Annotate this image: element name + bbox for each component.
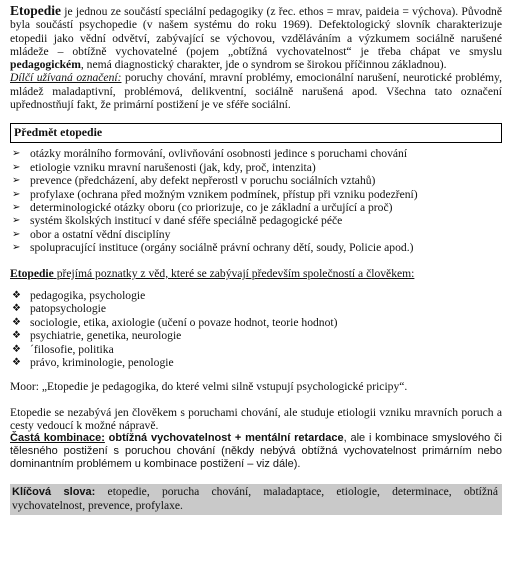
list-item: ❖ pedagogika, psychologie [12,288,146,302]
list-item: ❖ psychiatrie, genetika, neurologie [12,329,182,343]
list-item: ❖ ´filosofie, politika [12,342,114,356]
document-page [10,0,502,515]
diamond-bullet-icon: ❖ [12,303,21,315]
keywords-label: Klíčová slova: [12,486,96,499]
list-item: ➢ etiologie vzniku mravní narušenosti (jak, kdy, proč, intenzita) [12,160,316,174]
diamond-bullet-icon: ❖ [12,316,21,328]
list-item: ❖ patopsychologie [12,302,106,316]
arrow-bullet-icon: ➢ [12,175,21,187]
diamond-bullet-icon: ❖ [12,356,21,368]
intro-text-end: , nemá diagnostický charakter, jde o syndrom se širokou příčinnou základnou). [80,58,447,72]
quote-paragraph: Moor: „Etopedie je pedagogika, do které velmi silně vstupují psychologické pricipy“. [10,380,408,394]
list-item: ➢ spolupracující instituce (orgány sociálně právní ochrany dětí, soudy, Policie apod.) [12,241,414,255]
sources-list [10,289,502,369]
intro-text: je jednou ze součástí speciální pedagogiky (z řec. ethos = mrav, paideia = výchova). Původně byla součástí psychopedie (v našem systému do roku 1969). Defektologický slovník charakterizuje etopedii jako vědní odvětví, zabývající se výchovou, vzděláváním a výzkumem sociálně narušené mládeže – obtížně vychovatelné (pojem „obtížná vychovatelnost“ je třeba chápat ve smyslu [10,5,502,58]
sources-text: přejímá poznatky z věd, které se zabývají především společností a člověkem: [53,266,415,280]
note-paragraph: Etopedie se nezabývá jen člověkem s poruchami chování, ale studuje etiologii vzniku mravních poruch a cesty vedoucí k možné nápravě. [10,405,502,432]
combination-label: Častá kombinace: [10,432,105,445]
subject-heading: Předmět etopedie [10,123,502,143]
arrow-bullet-icon: ➢ [12,188,21,200]
arrow-bullet-icon: ➢ [12,215,21,227]
term-etopedie: Etopedie [10,3,62,18]
list-item: ➢ obor a ostatní vědní disciplíny [12,227,171,241]
arrow-bullet-icon: ➢ [12,228,21,240]
diamond-bullet-icon: ❖ [12,343,21,355]
combination-rest: , ale i kombinace smyslového či tělesného postižení s poruchou chování (někdy nebývá obtížná vychovatelnost primárním nebo dominantním problémem u kombinace postižení – viz dále). [10,432,502,471]
arrow-bullet-icon: ➢ [12,161,21,173]
subject-list [10,147,502,254]
combination-value: obtížná vychovatelnost + mentální retardace [104,432,344,445]
list-item: ➢ profylaxe (ochrana před možným vznikem podmínek, přístup při vzniku podezření) [12,187,418,201]
list-item: ➢ determinologické otázky oboru (co priorizuje, co je základní a určující a proč) [12,201,393,214]
arrow-bullet-icon: ➢ [12,242,21,254]
intro-bold-word: pedagogickém [10,58,81,72]
list-item: ➢ otázky morálního formování, ovlivňování osobnosti jedince s poruchami chování [12,147,408,161]
other-terms-text: poruchy chování, mravní problémy, emocionální narušení, neurotické problémy, mládež maladaptivní, problémová, delikventní, sociálně narušená apod. Všechna tato označení upřednostňují fakt, že primární postižení je ve sféře sociální. [10,71,503,112]
intro-paragraph [10,4,502,71]
sources-term: Etopedie [10,266,54,280]
list-item: ➢ systém školských institucí v dané sféře speciálně pedagogické péče [12,214,343,228]
arrow-bullet-icon: ➢ [12,148,21,160]
list-item: ➢ prevence (předcházení, aby defekt nepřerostl v poruchu sociálních vztahů) [12,174,376,188]
list-item: ❖ sociologie, etika, axiologie (učení o povaze hodnot, teorie hodnot) [12,315,338,329]
combination-paragraph [10,432,502,471]
other-terms-label: Dílčí užívaná označení: [10,71,122,85]
other-terms-paragraph [10,71,502,111]
list-item: ❖ právo, kriminologie, penologie [12,355,174,369]
arrow-bullet-icon: ➢ [12,202,21,213]
diamond-bullet-icon: ❖ [12,330,21,342]
keywords-box [10,484,502,515]
keywords-text: etopedie, porucha chování, maladaptace, etiologie, determinace, obtížná vychovatelnost, prevence, profylaxe. [12,485,498,513]
sources-paragraph [10,267,502,280]
diamond-bullet-icon: ❖ [12,289,21,301]
